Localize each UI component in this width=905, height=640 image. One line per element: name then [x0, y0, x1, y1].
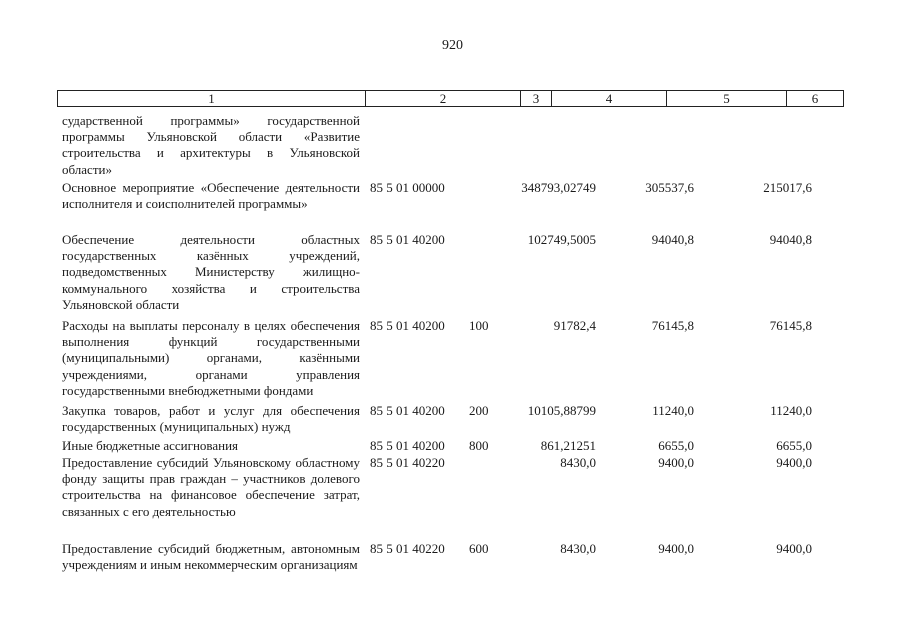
row-expense-type: 600 [469, 541, 489, 556]
table-header [57, 90, 844, 107]
row-value-5: 76145,8 [651, 318, 694, 333]
row-name: Иные бюджетные ассигнования [62, 438, 239, 453]
header-col-1: 1 [58, 91, 366, 106]
header-col-5: 5 [667, 91, 787, 106]
page-number: 920 [442, 38, 463, 53]
row-value-5: 11240,0 [652, 403, 694, 418]
row-value-6: 94040,8 [769, 232, 812, 247]
row-expense-type: 200 [469, 403, 489, 418]
header-col-3: 3 [521, 91, 552, 106]
row-value-6: 11240,0 [770, 403, 812, 418]
header-col-4: 4 [552, 91, 667, 106]
row-code: 85 5 01 40200 [370, 403, 445, 418]
row-value-4: 102749,5005 [527, 232, 596, 247]
header-col-6: 6 [811, 91, 819, 106]
row-name: Основное мероприятие «Обеспечение деятельности исполнителя и соисполнителей программы» [62, 180, 360, 212]
row-name: Предоставление субсидий бюджетным, автономным учреждениям и иным некоммерческим организациям [62, 541, 360, 573]
row-name: Расходы на выплаты персоналу в целях обеспечения выполнения функций государственными (муниципальными) органами, казёнными учреждениями, органами управления государственными внебюджетными фондами [62, 318, 360, 398]
row-value-4: 10105,88799 [527, 403, 596, 418]
row-value-6: 9400,0 [776, 455, 812, 470]
row-code: 85 5 01 40200 [370, 438, 445, 453]
row-value-4: 8430,0 [560, 541, 596, 556]
row-name: сударственной программы» государственной программы Ульяновской области «Развитие строительства и архитектуры в Ульяновской области» [62, 113, 360, 177]
row-value-5: 305537,6 [645, 180, 694, 195]
row-value-6: 215017,6 [763, 180, 812, 195]
row-expense-type: 800 [469, 438, 489, 453]
row-value-4: 91782,4 [553, 318, 596, 333]
row-expense-type: 100 [469, 318, 489, 333]
row-code: 85 5 01 00000 [370, 180, 445, 195]
row-value-4: 861,21251 [540, 438, 596, 453]
row-code: 85 5 01 40220 [370, 455, 445, 470]
row-value-5: 94040,8 [651, 232, 694, 247]
row-code: 85 5 01 40200 [370, 232, 445, 247]
row-name: Закупка товаров, работ и услуг для обеспечения государственных (муниципальных) нужд [62, 403, 360, 435]
row-value-5: 6655,0 [658, 438, 694, 453]
row-value-4: 348793,02749 [521, 180, 596, 195]
header-col-2: 2 [366, 91, 521, 106]
row-name: Обеспечение деятельности областных государственных казённых учреждений, подведомственных Министерству жилищно-коммунального хозяйства и строительства Ульяновской области [62, 232, 360, 312]
row-value-6: 9400,0 [776, 541, 812, 556]
row-value-5: 9400,0 [658, 455, 694, 470]
row-value-4: 8430,0 [560, 455, 596, 470]
row-value-6: 76145,8 [769, 318, 812, 333]
row-name: Предоставление субсидий Ульяновскому областному фонду защиты прав граждан – участников долевого строительства на финансовое обеспечение затрат, связанных с его деятельностью [62, 455, 360, 519]
row-code: 85 5 01 40200 [370, 318, 445, 333]
row-code: 85 5 01 40220 [370, 541, 445, 556]
row-value-6: 6655,0 [776, 438, 812, 453]
row-value-5: 9400,0 [658, 541, 694, 556]
